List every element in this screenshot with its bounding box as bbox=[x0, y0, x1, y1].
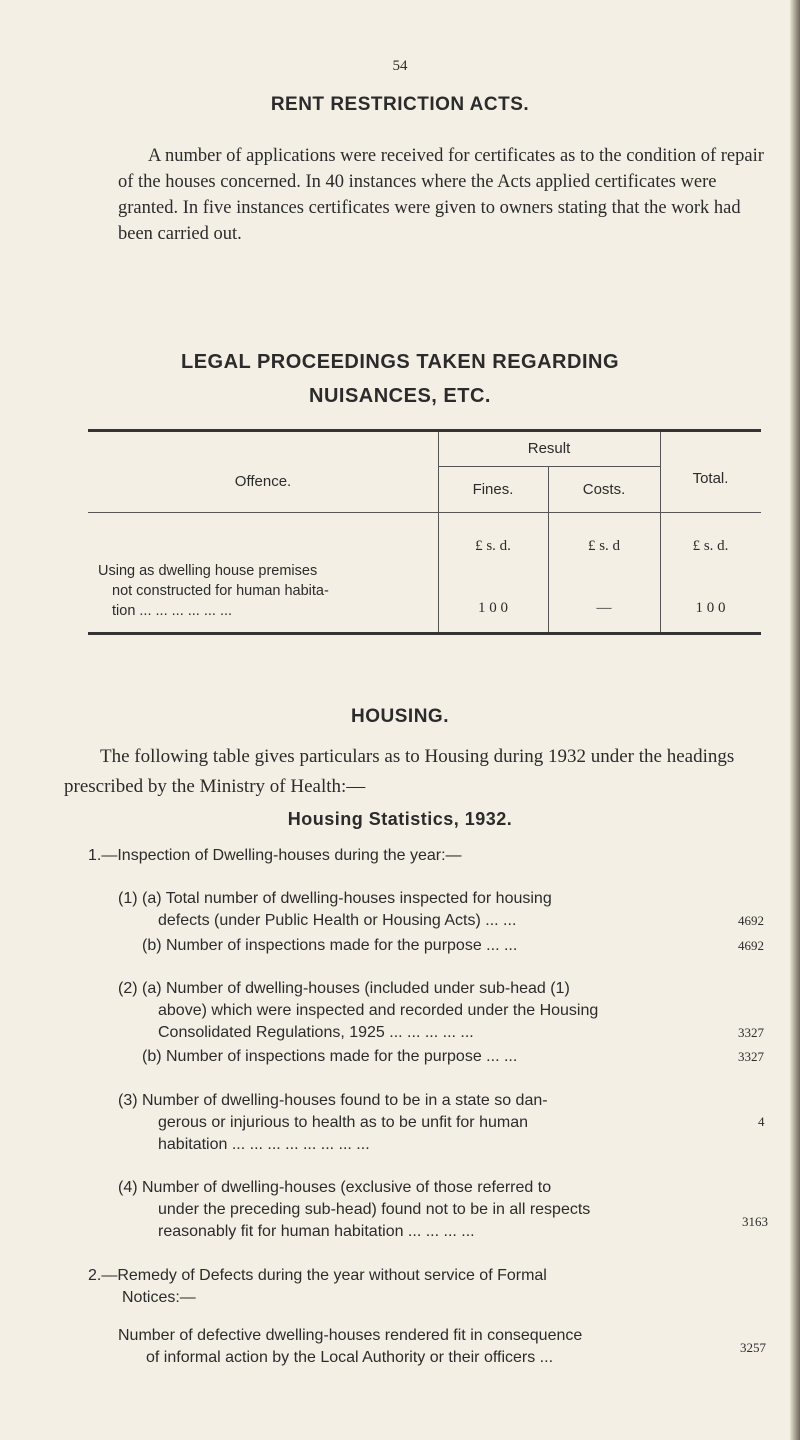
remedy-line1: Number of defective dwelling-houses rendered fit in consequence bbox=[118, 1327, 583, 1344]
remedy-line2: of informal action by the Local Authority or their officers ... bbox=[146, 1349, 554, 1366]
item-4-value: 3163 bbox=[742, 1214, 768, 1229]
item-1a-value: 4692 bbox=[738, 913, 764, 928]
fines-value: 1 0 0 bbox=[478, 600, 508, 616]
legal-proceedings-heading bbox=[0, 345, 800, 413]
unit-costs: £ s. d bbox=[587, 538, 621, 554]
table-rule bbox=[88, 512, 761, 513]
section-1-heading: 1.—Inspection of Dwelling-houses during the year:— bbox=[88, 847, 462, 864]
header-fines: Fines. bbox=[472, 481, 514, 498]
table-bottom-rule bbox=[88, 632, 761, 635]
offence-line1: Using as dwelling house premises bbox=[98, 563, 318, 579]
table-rule bbox=[438, 466, 660, 467]
offence-description bbox=[88, 561, 428, 621]
item-2b-value: 3327 bbox=[738, 1049, 764, 1064]
item-2a-line1: (2) (a) Number of dwelling-houses (included under sub-head (1) bbox=[118, 980, 570, 997]
rent-restriction-heading: RENT RESTRICTION ACTS. bbox=[270, 94, 530, 115]
legal-heading-line1: LEGAL PROCEEDINGS TAKEN REGARDING bbox=[180, 351, 619, 373]
item-2b: (b) Number of inspections made for the purpose ... ... bbox=[142, 1048, 518, 1065]
header-costs: Costs. bbox=[582, 481, 626, 498]
item-3-line3: habitation ... ... ... ... ... ... ... ... bbox=[158, 1136, 370, 1153]
costs-value: — bbox=[596, 600, 612, 616]
rent-restriction-paragraph: A number of applications were received for certificates as to the condition of repair of the houses concerned. In 40 instances where the Acts applied certificates were granted. In five instances certificates were given to owners stating that the work had been carried out. bbox=[118, 146, 764, 244]
item-1b: (b) Number of inspections made for the purpose ... ... bbox=[142, 937, 518, 954]
item-3-value: 4 bbox=[758, 1114, 765, 1129]
item-4-line1: (4) Number of dwelling-houses (exclusive of those referred to bbox=[118, 1179, 552, 1196]
item-2a-line2: above) which were inspected and recorded under the Housing bbox=[158, 1002, 599, 1019]
item-1b-value: 4692 bbox=[738, 938, 764, 953]
header-result: Result bbox=[527, 440, 571, 457]
unit-fines: £ s. d. bbox=[475, 538, 511, 554]
item-4-line3: reasonably fit for human habitation ... ... ... ... bbox=[158, 1223, 475, 1240]
item-2a-line3: Consolidated Regulations, 1925 ... ... ... ... ... bbox=[158, 1024, 474, 1041]
housing-intro: The following table gives particulars as to Housing during 1932 under the headings prescribed by the Ministry of Health:— bbox=[64, 746, 735, 797]
header-total: Total. bbox=[692, 470, 729, 487]
header-offence: Offence. bbox=[234, 473, 292, 490]
item-1a-line1: (1) (a) Total number of dwelling-houses inspected for housing bbox=[118, 890, 552, 907]
housing-statistics-heading: Housing Statistics, 1932. bbox=[287, 809, 513, 829]
item-2a-value: 3327 bbox=[738, 1025, 764, 1040]
offence-line3: tion ... ... ... ... ... ... bbox=[112, 603, 233, 619]
page-number: 54 bbox=[392, 58, 408, 74]
section-2-line2: Notices:— bbox=[122, 1289, 196, 1306]
item-3-line2: gerous or injurious to health as to be unfit for human bbox=[158, 1114, 528, 1131]
offence-line2: not constructed for human habita- bbox=[112, 583, 329, 599]
housing-heading: HOUSING. bbox=[351, 706, 449, 727]
section-2-line1: 2.—Remedy of Defects during the year without service of Formal bbox=[88, 1267, 547, 1284]
item-1a-line2: defects (under Public Health or Housing Acts) ... ... bbox=[158, 912, 517, 929]
total-value: 1 0 0 bbox=[695, 600, 726, 616]
remedy-value: 3257 bbox=[740, 1340, 766, 1355]
unit-total: £ s. d. bbox=[692, 538, 729, 554]
legal-heading-line2: NUISANCES, ETC. bbox=[309, 385, 491, 407]
item-4-line2: under the preceding sub-head) found not to be in all respects bbox=[158, 1201, 591, 1218]
item-3-line1: (3) Number of dwelling-houses found to be in a state so dan- bbox=[118, 1092, 548, 1109]
